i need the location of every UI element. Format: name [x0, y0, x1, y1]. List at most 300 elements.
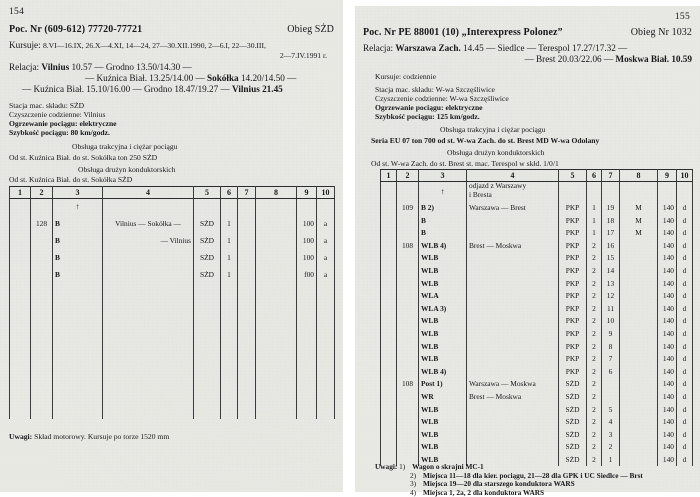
- cell-wagon-type: B: [419, 227, 467, 240]
- table-row: [381, 391, 693, 404]
- cell-wagon-type: WLB: [419, 416, 467, 429]
- cell-wagon-type: WLB 4): [419, 366, 467, 379]
- table-filler-row: [10, 351, 335, 368]
- right-traction-line: Seria EU 07 ton 700 od st. W-wa Zach. do st. Brest MD W-wa Odolany: [371, 136, 600, 145]
- cell-note: d: [677, 227, 693, 240]
- left-runs-value-cont: 2—7.IV.1991 r.: [279, 51, 327, 60]
- cell-empty: [256, 351, 297, 368]
- table-row: [381, 240, 693, 253]
- cell-number: [238, 232, 256, 249]
- left-relation-dest: Vilnius: [232, 84, 260, 94]
- cell-empty: [221, 385, 238, 402]
- footnote-row-3: [375, 489, 643, 497]
- cell-empty: [238, 317, 256, 334]
- cell-mark: [620, 328, 658, 341]
- cell-empty: [256, 402, 297, 419]
- cell-class: 2: [587, 366, 602, 379]
- cell-col1: [381, 240, 397, 253]
- table-row: [381, 341, 693, 354]
- cell-owner: SŻD: [559, 441, 587, 454]
- cell-mark: [620, 252, 658, 265]
- left-info-0-label: Stacja mac. składu:: [9, 101, 68, 110]
- cell-speed: 100: [297, 249, 317, 266]
- cell-speed: 140: [658, 429, 677, 442]
- right-page: [355, 6, 700, 497]
- cell-number: 12: [602, 290, 620, 303]
- cell-number: 1: [602, 454, 620, 467]
- cell-empty: [103, 317, 194, 334]
- cell-route: [467, 353, 559, 366]
- table-row: [381, 278, 693, 291]
- cell-number: 4: [602, 416, 620, 429]
- table-filler-row: [10, 300, 335, 317]
- cell-speed: 140: [658, 441, 677, 454]
- cell-empty: [317, 283, 335, 300]
- cell-route: [467, 227, 559, 240]
- cell-route: [103, 266, 194, 283]
- cell-col8: [620, 182, 658, 203]
- cell-speed: 140: [658, 328, 677, 341]
- cell-empty: [221, 300, 238, 317]
- cell-col10: [677, 182, 693, 203]
- cell-class: 1: [221, 232, 238, 249]
- cell-owner: PKP: [559, 215, 587, 228]
- cell-empty: [31, 317, 53, 334]
- right-info-2-label: Ogrzewanie pociągu:: [375, 103, 444, 112]
- cell-speed: 140: [658, 378, 677, 391]
- right-col-4: 4: [467, 170, 559, 182]
- cell-col1: [381, 278, 397, 291]
- departure-note-line1: odjazd z Warszawy: [469, 181, 527, 190]
- cell-route: Warszawa — Moskwa: [467, 378, 559, 391]
- cell-empty: [53, 317, 103, 334]
- cell-number: 2: [602, 441, 620, 454]
- table-row: [381, 202, 693, 215]
- cell-empty: [53, 385, 103, 402]
- cell-wagon-type: WLB: [419, 315, 467, 328]
- cell-wagon-type: B: [53, 215, 103, 232]
- left-col-2: 2: [31, 187, 53, 199]
- departure-note-cell: [103, 199, 194, 216]
- left-obieg: Obieg SŻD: [287, 24, 334, 35]
- cell-class: 1: [221, 215, 238, 232]
- left-info-3-value: 80 km/godz.: [70, 128, 110, 137]
- cell-note: d: [677, 429, 693, 442]
- left-col-4: 4: [103, 187, 194, 199]
- cell-col1: [381, 202, 397, 215]
- cell-col1: [381, 252, 397, 265]
- left-table-header-row: [10, 187, 335, 199]
- table-filler-row: [10, 283, 335, 300]
- cell-note: d: [677, 202, 693, 215]
- cell-col1: [381, 378, 397, 391]
- cell-mark: [620, 441, 658, 454]
- cell-speed: 140: [658, 215, 677, 228]
- right-info-2-value: elektryczne: [445, 103, 483, 112]
- cell-col1: [381, 404, 397, 417]
- cell-empty: [103, 334, 194, 351]
- cell-col1: [381, 265, 397, 278]
- cell-empty: [317, 368, 335, 385]
- cell-col2: [397, 265, 419, 278]
- left-col-1: 1: [10, 187, 31, 199]
- cell-route: Vilnius — Sokółka —: [103, 215, 194, 232]
- cell-speed: 140: [658, 265, 677, 278]
- cell-wagon-type: WR: [419, 391, 467, 404]
- cell-empty: [194, 402, 221, 419]
- left-remarks-text: Skład motorowy. Kursuje po torze 1520 mm: [34, 432, 170, 441]
- cell-wagon-type: Post 1): [419, 378, 467, 391]
- cell-number: 14: [602, 265, 620, 278]
- cell-col2: [397, 404, 419, 417]
- cell-col2: [397, 391, 419, 404]
- left-crew-heading: Obsługa drużyn konduktorskich: [78, 165, 176, 174]
- cell-empty: [53, 368, 103, 385]
- right-info-3-value: 125 km/godz.: [436, 112, 480, 121]
- table-row: [381, 353, 693, 366]
- cell-col2: 108: [397, 378, 419, 391]
- cell-owner: SŻD: [559, 378, 587, 391]
- cell-owner: PKP: [559, 353, 587, 366]
- cell-empty: [194, 334, 221, 351]
- cell-empty: [238, 334, 256, 351]
- cell-route: Brest — Moskwa: [467, 240, 559, 253]
- table-row: [381, 252, 693, 265]
- table-filler-row: [10, 334, 335, 351]
- cell-route: [467, 303, 559, 316]
- cell-empty: [221, 368, 238, 385]
- table-filler-row: [10, 317, 335, 334]
- cell-wagon-type: B 2): [419, 202, 467, 215]
- right-runs-label: Kursuje:: [375, 72, 402, 81]
- left-info-2-label: Ogrzewanie pociągu:: [9, 119, 78, 128]
- cell-owner: PKP: [559, 252, 587, 265]
- cell-class: 2: [587, 429, 602, 442]
- cell-route: [467, 252, 559, 265]
- cell-note: d: [677, 278, 693, 291]
- cell-col1: [10, 266, 31, 283]
- cell-empty: [256, 385, 297, 402]
- cell-col2: [397, 441, 419, 454]
- cell-owner: SŻD: [559, 454, 587, 467]
- cell-route: [103, 249, 194, 266]
- cell-number: [602, 378, 620, 391]
- cell-number: [238, 249, 256, 266]
- cell-note: d: [677, 252, 693, 265]
- right-col-2: 2: [397, 170, 419, 182]
- cell-wagon-type: B: [419, 215, 467, 228]
- cell-empty: [317, 334, 335, 351]
- footnote-num-1: 2): [410, 470, 417, 480]
- marker-row: [381, 182, 693, 203]
- cell-col2: [397, 182, 419, 203]
- departure-note-line2: i Bresta: [469, 189, 492, 199]
- cell-route: [467, 278, 559, 291]
- cell-col1: [381, 182, 397, 203]
- cell-route: [467, 429, 559, 442]
- table-row: [381, 215, 693, 228]
- cell-class: 2: [587, 378, 602, 391]
- cell-mark: [620, 404, 658, 417]
- table-filler-row: [10, 368, 335, 385]
- cell-note: a: [317, 215, 335, 232]
- cell-empty: [221, 317, 238, 334]
- table-row: [381, 378, 693, 391]
- cell-speed: 140: [658, 366, 677, 379]
- cell-col1: [381, 315, 397, 328]
- cell-col2: [31, 232, 53, 249]
- cell-col2: [31, 266, 53, 283]
- cell-empty: [238, 283, 256, 300]
- cell-speed: 100: [297, 232, 317, 249]
- left-runs-label: Kursuje:: [9, 40, 41, 50]
- right-col-3: 3: [419, 170, 467, 182]
- cell-owner: PKP: [559, 315, 587, 328]
- cell-empty: [221, 334, 238, 351]
- cell-note: a: [317, 266, 335, 283]
- footnote-num-0: 1): [399, 462, 406, 471]
- cell-class: 2: [587, 328, 602, 341]
- cell-owner: PKP: [559, 341, 587, 354]
- cell-speed: 140: [658, 341, 677, 354]
- cell-wagon-type: WLB: [419, 441, 467, 454]
- cell-speed: f00: [297, 266, 317, 283]
- cell-speed: 140: [658, 391, 677, 404]
- left-info-3-label: Szybkość pociągu:: [9, 128, 69, 137]
- left-col-8: 8: [256, 187, 297, 199]
- footnote-num-3: 4): [410, 487, 417, 497]
- cell-col1: [10, 199, 31, 216]
- left-relation-label: Relacja:: [9, 62, 40, 72]
- cell-col1: [10, 215, 31, 232]
- departure-note-cell: [467, 182, 559, 203]
- cell-empty: [103, 385, 194, 402]
- cell-col7: [238, 199, 256, 216]
- cell-note: d: [677, 454, 693, 467]
- cell-col1: [381, 353, 397, 366]
- cell-col2: [397, 315, 419, 328]
- cell-note: d: [677, 441, 693, 454]
- cell-empty: [297, 300, 317, 317]
- cell-speed: 140: [658, 454, 677, 467]
- table-row: [381, 404, 693, 417]
- table-row: [381, 328, 693, 341]
- cell-col1: [381, 290, 397, 303]
- cell-empty: [317, 351, 335, 368]
- cell-wagon-type: WLB: [419, 265, 467, 278]
- cell-empty: [31, 300, 53, 317]
- cell-col1: [381, 391, 397, 404]
- footnote-text-0: Wagon o skrajni MC-1: [412, 462, 484, 471]
- table-row: [10, 232, 335, 249]
- cell-class: 2: [587, 391, 602, 404]
- cell-empty: [10, 368, 31, 385]
- cell-mark: [620, 378, 658, 391]
- table-filler-row: [10, 402, 335, 419]
- right-footnotes: [375, 463, 643, 497]
- cell-class: 1: [587, 215, 602, 228]
- right-col-10: 10: [677, 170, 693, 182]
- left-info-0-value: SŻD: [69, 101, 85, 110]
- cell-col5: [559, 182, 587, 203]
- left-col-6: 6: [221, 187, 238, 199]
- cell-empty: [238, 300, 256, 317]
- footnote-text-3: Miejsca 1, 2a, 2 dla konduktora WARS: [423, 487, 545, 497]
- cell-note: d: [677, 366, 693, 379]
- cell-route: [467, 290, 559, 303]
- right-crew-heading: Obsługa drużyn konduktorskich: [447, 148, 545, 157]
- cell-speed: 140: [658, 353, 677, 366]
- right-col-7: 7: [602, 170, 620, 182]
- cell-class: 2: [587, 240, 602, 253]
- right-traction-heading: Obsługa trakcyjna i ciężar pociągu: [440, 125, 546, 134]
- cell-empty: [103, 368, 194, 385]
- cell-owner: PKP: [559, 240, 587, 253]
- cell-wagon-type: WLA: [419, 290, 467, 303]
- cell-number: [602, 391, 620, 404]
- cell-col1: [10, 232, 31, 249]
- cell-empty: [317, 402, 335, 419]
- cell-empty: [256, 300, 297, 317]
- cell-class: 2: [587, 265, 602, 278]
- cell-route: [467, 416, 559, 429]
- cell-empty: [53, 351, 103, 368]
- table-row: [381, 441, 693, 454]
- cell-col10: [317, 199, 335, 216]
- cell-note: d: [677, 265, 693, 278]
- cell-owner: PKP: [559, 265, 587, 278]
- cell-mark: [256, 232, 297, 249]
- cell-wagon-type: WLB: [419, 252, 467, 265]
- left-relation-line2c: 14.20/14.50 —: [240, 73, 297, 83]
- cell-mark: [620, 303, 658, 316]
- cell-owner: SŻD: [194, 266, 221, 283]
- cell-mark: [620, 341, 658, 354]
- footnote-num-2: 3): [410, 479, 417, 489]
- cell-empty: [238, 368, 256, 385]
- cell-mark: [256, 266, 297, 283]
- left-page: [0, 0, 343, 492]
- cell-empty: [103, 283, 194, 300]
- cell-route: [467, 315, 559, 328]
- cell-mark: [620, 265, 658, 278]
- cell-class: 2: [587, 341, 602, 354]
- left-col-5: 5: [194, 187, 221, 199]
- cell-speed: 140: [658, 416, 677, 429]
- table-row: [381, 366, 693, 379]
- cell-note: d: [677, 303, 693, 316]
- cell-mark: [620, 278, 658, 291]
- cell-empty: [221, 351, 238, 368]
- cell-empty: [297, 351, 317, 368]
- cell-note: d: [677, 328, 693, 341]
- cell-empty: [317, 385, 335, 402]
- cell-mark: [620, 429, 658, 442]
- cell-empty: [297, 283, 317, 300]
- table-row: [10, 249, 335, 266]
- cell-mark: M: [620, 227, 658, 240]
- table-row: [381, 429, 693, 442]
- cell-owner: PKP: [559, 202, 587, 215]
- cell-wagon-type: B: [53, 266, 103, 283]
- cell-col2: 128: [31, 215, 53, 232]
- cell-empty: [297, 334, 317, 351]
- cell-mark: M: [620, 215, 658, 228]
- left-runs-value: 8.VI—16.IX, 26.X—4.XI, 14—24, 27—30.XII.1990, 2—6.I, 22—30.III,: [42, 41, 266, 50]
- cell-speed: 140: [658, 315, 677, 328]
- cell-note: d: [677, 315, 693, 328]
- cell-owner: SŻD: [194, 215, 221, 232]
- cell-empty: [31, 368, 53, 385]
- cell-empty: [221, 283, 238, 300]
- cell-empty: [10, 351, 31, 368]
- cell-empty: [194, 368, 221, 385]
- cell-col1: [381, 416, 397, 429]
- right-runs-value: codziennie: [403, 72, 436, 81]
- cell-col1: [10, 249, 31, 266]
- right-relation-label: Relacja:: [363, 43, 394, 53]
- cell-wagon-type: WLB: [419, 353, 467, 366]
- cell-number: 16: [602, 240, 620, 253]
- cell-col2: [397, 341, 419, 354]
- cell-mark: [620, 240, 658, 253]
- cell-col1: [381, 215, 397, 228]
- cell-empty: [10, 283, 31, 300]
- cell-owner: SŻD: [559, 404, 587, 417]
- right-info-3-label: Szybkość pociągu:: [375, 112, 435, 121]
- cell-speed: 140: [658, 240, 677, 253]
- cell-col8: [256, 199, 297, 216]
- right-info-1-value: W-wa Szczęśliwice: [449, 94, 509, 103]
- cell-col2: [397, 416, 419, 429]
- left-traction-heading: Obsługa trakcyjna i ciężar pociągu: [72, 142, 178, 151]
- cell-owner: PKP: [559, 303, 587, 316]
- table-row: [10, 215, 335, 232]
- cell-col2: [31, 199, 53, 216]
- cell-number: 11: [602, 303, 620, 316]
- cell-number: 10: [602, 315, 620, 328]
- left-consist-table: [9, 186, 335, 419]
- marker-row: [10, 199, 335, 216]
- cell-col9: [658, 182, 677, 203]
- cell-class: 1: [221, 249, 238, 266]
- left-train-number: Poc. Nr (609-612) 77720-77721: [9, 24, 143, 35]
- cell-col2: [397, 252, 419, 265]
- cell-empty: [238, 351, 256, 368]
- cell-mark: [620, 366, 658, 379]
- right-consist-table: [380, 169, 693, 466]
- cell-empty: [103, 351, 194, 368]
- cell-mark: [620, 416, 658, 429]
- table-row: [10, 266, 335, 283]
- cell-empty: [256, 283, 297, 300]
- cell-wagon-type: B: [53, 232, 103, 249]
- cell-mark: [620, 290, 658, 303]
- cell-note: d: [677, 416, 693, 429]
- cell-owner: SŻD: [194, 249, 221, 266]
- cell-route: [467, 215, 559, 228]
- cell-owner: PKP: [559, 328, 587, 341]
- cell-col2: 108: [397, 240, 419, 253]
- cell-number: 5: [602, 404, 620, 417]
- cell-col2: [397, 290, 419, 303]
- cell-mark: [256, 249, 297, 266]
- cell-empty: [53, 402, 103, 419]
- cell-class: 2: [587, 303, 602, 316]
- table-row: [381, 315, 693, 328]
- left-col-10: 10: [317, 187, 335, 199]
- left-relation-origin: Vilnius: [41, 62, 70, 72]
